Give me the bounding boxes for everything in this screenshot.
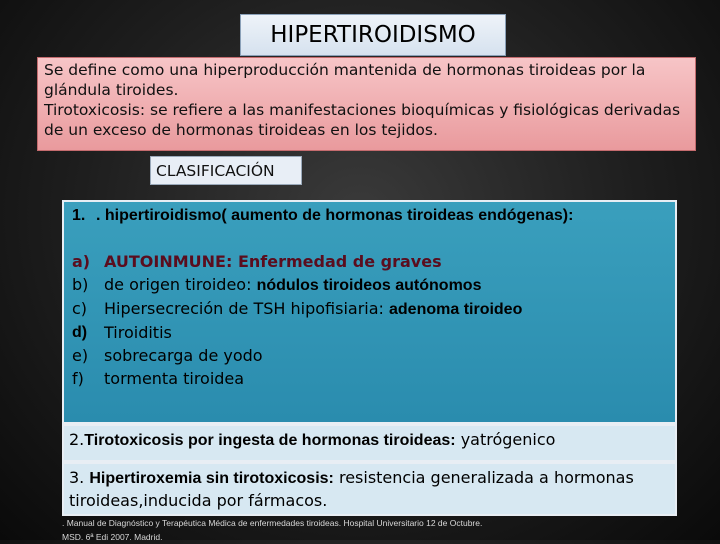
classification-label-text: CLASIFICACIÓN xyxy=(156,161,275,180)
slide-title xyxy=(240,14,506,56)
list-item xyxy=(72,344,667,367)
list-text xyxy=(104,273,481,297)
list-text: Tiroiditis xyxy=(104,323,172,342)
item-3-bold: Hipertiroxemia sin tirotoxicosis: xyxy=(89,470,334,487)
list-item xyxy=(72,297,667,321)
list-text-plain: de origen tiroideo: xyxy=(104,275,257,294)
source-citation: . Manual de Diagnóstico y Terapéutica Médica de enfermedades tiroideas. Hospital Universitario 12 de Octubre. MSD. 6ª Edi 2007. Madrid. xyxy=(62,518,483,542)
item-2-bold: Tirotoxicosis por ingesta de hormonas tiroideas: xyxy=(84,432,456,449)
list-text-bold: nódulos tiroideos autónomos xyxy=(256,277,482,294)
item-2-number: 2. xyxy=(69,430,85,449)
definition-text: Se define como una hiperproducción mantenida de hormonas tiroideas por la glándula tiroides. xyxy=(44,61,646,99)
slide-title-text: HIPERTIROIDISMO xyxy=(270,22,476,48)
list-item xyxy=(72,250,667,273)
classification-item-2-box xyxy=(62,424,677,462)
classification-label xyxy=(150,156,302,185)
item-2-text: yatrógenico xyxy=(455,430,556,449)
list-text: tormenta tiroidea xyxy=(104,369,245,388)
list-letter: c) xyxy=(72,299,88,318)
list-text xyxy=(104,297,522,321)
list-text: AUTOINMUNE: Enfermedad de graves xyxy=(104,252,442,271)
item-3-text: resistencia generalizada a hormonas tiroideas,inducida por fármacos. xyxy=(69,468,634,510)
list-letter: a) xyxy=(72,252,91,271)
tirotoxicosis-definition: Tirotoxicosis: se refiere a las manifestaciones bioquímicas y fisiológicas derivadas de un exceso de hormonas tiroideas en los tejidos. xyxy=(44,101,681,139)
classification-item-3-box xyxy=(62,462,677,516)
list-letter: f) xyxy=(72,369,84,388)
item-3-number: 3. xyxy=(69,468,90,487)
classification-item-1-box xyxy=(62,200,677,424)
item-1-sublist xyxy=(72,250,667,390)
list-item xyxy=(72,273,667,297)
list-item xyxy=(72,367,667,390)
item-1-heading xyxy=(72,206,667,226)
list-text: sobrecarga de yodo xyxy=(104,346,263,365)
item-1-number: 1. xyxy=(72,207,86,224)
list-letter: e) xyxy=(72,346,89,365)
list-letter: b) xyxy=(72,275,89,294)
list-item xyxy=(72,321,667,344)
list-letter: d) xyxy=(72,324,88,341)
definition-box xyxy=(37,57,696,151)
list-text-bold: adenoma tiroideo xyxy=(389,301,523,318)
list-text-plain: Hipersecreción de TSH hipofisiaria: xyxy=(104,299,389,318)
item-1-text: . hipertiroidismo( aumento de hormonas tiroideas endógenas): xyxy=(96,207,574,224)
